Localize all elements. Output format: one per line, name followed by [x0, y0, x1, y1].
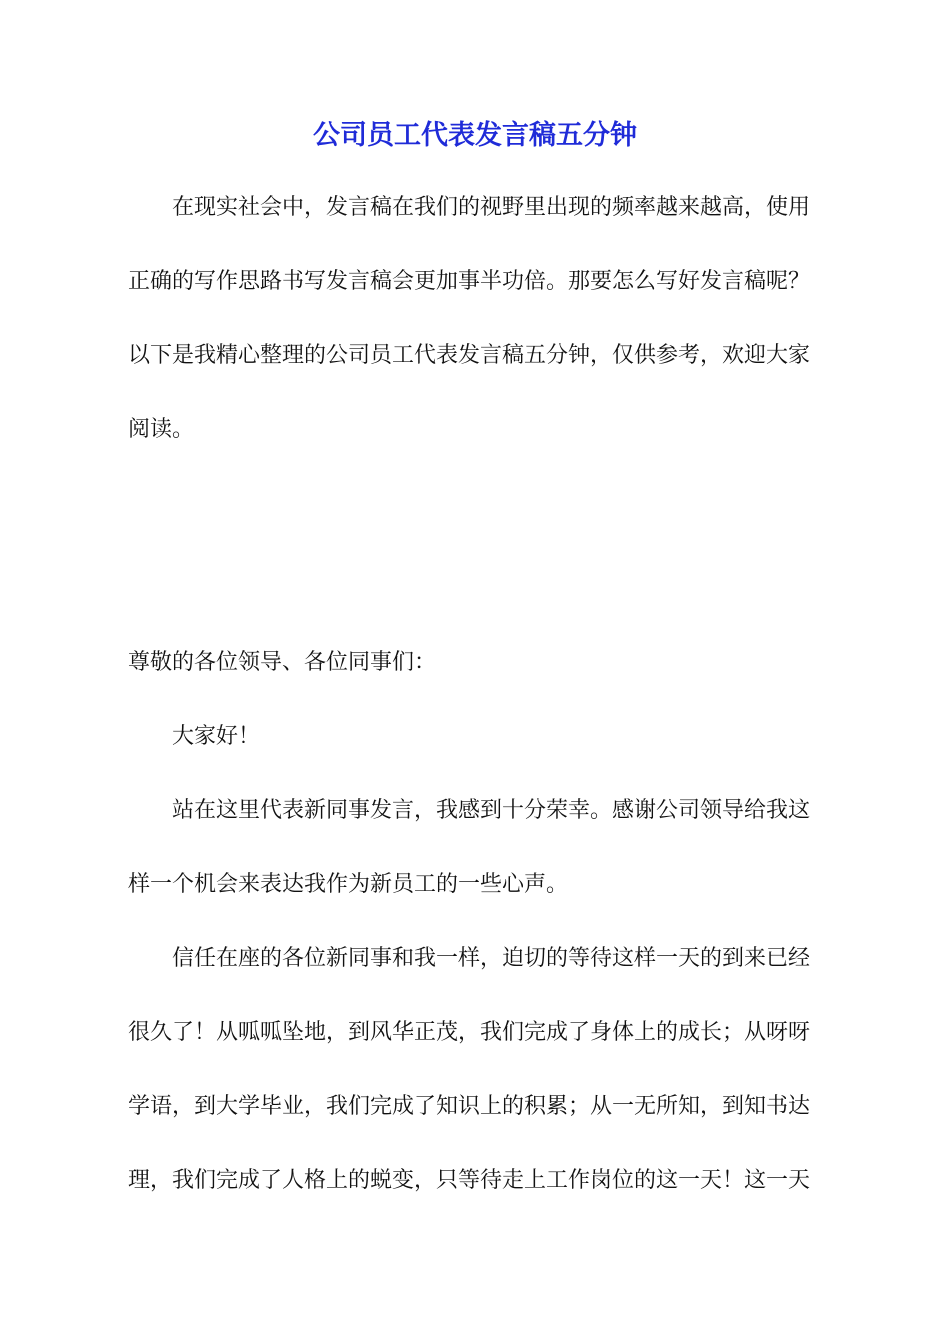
- paragraph-line: 很久了！从呱呱坠地，到风华正茂，我们完成了身体上的成长；从呀呀: [128, 1020, 811, 1045]
- greeting: [128, 700, 824, 774]
- salutation-text: 尊敬的各位领导、各位同事们：: [128, 650, 437, 675]
- paragraph-line: 学语，到大学毕业，我们完成了知识上的积累；从一无所知，到知书达: [128, 1094, 811, 1119]
- paragraph-line: 理，我们完成了人格上的蜕变，只等待走上工作岗位的这一天！这一天: [128, 1168, 811, 1193]
- intro-line: 阅读。: [128, 417, 195, 442]
- paragraph-line: 信任在座的各位新同事和我一样，迫切的等待这样一天的到来已经: [172, 946, 811, 971]
- body-paragraph-2: [128, 922, 824, 1218]
- salutation: [128, 626, 824, 700]
- paragraph-line: 样一个机会来表达我作为新员工的一些心声。: [128, 872, 569, 897]
- intro-line: 在现实社会中，发言稿在我们的视野里出现的频率越来越高，使用: [172, 195, 811, 220]
- body-paragraph-1: [128, 774, 824, 922]
- document-title: 公司员工代表发言稿五分钟: [313, 120, 637, 151]
- paragraph-line: 站在这里代表新同事发言，我感到十分荣幸。感谢公司领导给我这: [172, 798, 811, 823]
- intro-paragraph: [128, 171, 824, 467]
- greeting-text: 大家好！: [172, 724, 261, 749]
- intro-line: 正确的写作思路书写发言稿会更加事半功倍。那要怎么写好发言稿呢？: [128, 269, 811, 294]
- intro-line: 以下是我精心整理的公司员工代表发言稿五分钟，仅供参考，欢迎大家: [128, 343, 811, 368]
